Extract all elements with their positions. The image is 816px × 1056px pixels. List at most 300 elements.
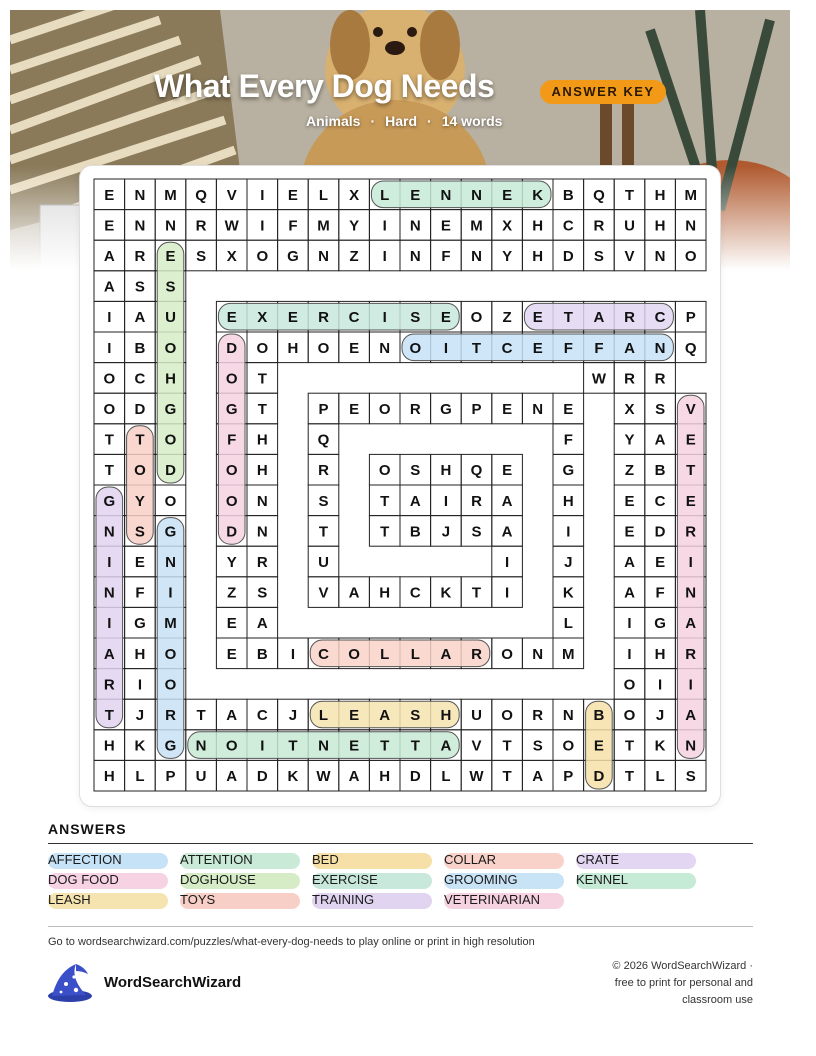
grid-letter: O bbox=[378, 401, 391, 418]
grid-letter: T bbox=[288, 737, 298, 755]
answer-word bbox=[576, 872, 628, 888]
answer-word bbox=[444, 892, 540, 908]
grid-letter: T bbox=[624, 186, 635, 204]
grid-letter: M bbox=[684, 186, 697, 204]
grid-letter: O bbox=[134, 462, 146, 480]
grid-letter: O bbox=[225, 492, 238, 510]
grid-letter: E bbox=[440, 309, 451, 327]
grid-letter: N bbox=[532, 645, 544, 663]
grid-letter: H bbox=[287, 339, 299, 357]
grid-letter: O bbox=[470, 309, 483, 327]
grid-letter: A bbox=[379, 707, 391, 724]
grid-letter: O bbox=[164, 492, 177, 510]
grid-letter: R bbox=[685, 645, 697, 663]
grid-letter: I bbox=[260, 186, 265, 204]
grid-letter: E bbox=[134, 554, 145, 571]
grid-letter: E bbox=[532, 339, 543, 357]
grid-letter: A bbox=[593, 309, 605, 327]
grid-letter: N bbox=[409, 217, 421, 235]
grid-letter: D bbox=[654, 523, 666, 541]
grid-letter: K bbox=[654, 737, 666, 755]
grid-letter: E bbox=[502, 186, 513, 204]
grid-letter: Q bbox=[195, 186, 207, 204]
grid-letter: E bbox=[104, 217, 115, 235]
grid-letter: D bbox=[226, 339, 238, 357]
play-online-link[interactable]: Go to wordsearchwizard.com/puzzles/what-every-dog-needs to play online or print in high resolution bbox=[48, 936, 535, 948]
grid-letter: S bbox=[165, 278, 176, 296]
grid-letter: A bbox=[501, 523, 513, 541]
grid-letter: R bbox=[593, 217, 605, 235]
grid-letter: A bbox=[532, 768, 544, 786]
grid-letter: C bbox=[409, 584, 421, 602]
grid-letter: Z bbox=[349, 248, 359, 265]
grid-letter: T bbox=[380, 737, 390, 755]
grid-letter: Z bbox=[624, 462, 635, 480]
grid-letter: I bbox=[688, 554, 693, 571]
grid-letter: V bbox=[624, 248, 635, 265]
grid-letter: N bbox=[532, 401, 544, 418]
grid-letter: K bbox=[532, 186, 544, 204]
grid-letter: L bbox=[441, 768, 451, 786]
grid-letter: Q bbox=[684, 339, 697, 357]
grid-letter: X bbox=[502, 217, 513, 235]
word-count-label: 14 words bbox=[441, 113, 503, 129]
grid-letter: S bbox=[471, 523, 482, 541]
grid-letter: I bbox=[627, 645, 632, 663]
grid-letter: R bbox=[134, 248, 146, 265]
grid-letter: O bbox=[348, 645, 360, 663]
grid-letter: P bbox=[318, 401, 329, 418]
grid-letter: E bbox=[502, 401, 513, 418]
grid-letter: N bbox=[409, 248, 421, 265]
grid-letter: W bbox=[469, 768, 484, 786]
grid-letter: H bbox=[532, 248, 544, 265]
grid-letter: T bbox=[104, 431, 114, 449]
grid-letter: S bbox=[196, 248, 207, 265]
grid-letter: E bbox=[502, 462, 513, 480]
answer-word bbox=[180, 872, 256, 888]
word-highlight bbox=[371, 181, 551, 208]
grid-letter: W bbox=[591, 370, 606, 388]
grid-letter: I bbox=[260, 217, 265, 235]
grid-letter: D bbox=[593, 768, 605, 786]
answer-label: LEASH bbox=[48, 892, 91, 907]
grid-letter: S bbox=[134, 523, 145, 541]
grid-letter: Y bbox=[349, 217, 360, 235]
grid-letter: O bbox=[103, 370, 116, 388]
grid-letter: R bbox=[471, 492, 482, 510]
answer-label: COLLAR bbox=[444, 852, 497, 867]
grid-letter: A bbox=[226, 768, 238, 786]
grid-letter: G bbox=[440, 401, 452, 418]
grid-letter: G bbox=[287, 248, 299, 265]
grid-letter: A bbox=[103, 248, 115, 265]
grid-letter: O bbox=[256, 339, 269, 357]
grid-letter: O bbox=[225, 737, 238, 755]
grid-letter: I bbox=[107, 309, 112, 327]
grid-letter: K bbox=[440, 584, 452, 602]
grid-letter: Q bbox=[593, 186, 605, 204]
grid-letter: Q bbox=[317, 431, 330, 449]
grid-letter: N bbox=[562, 707, 574, 724]
grid-letter: T bbox=[104, 707, 114, 724]
answer-word bbox=[312, 872, 378, 888]
grid-letter: E bbox=[349, 707, 360, 724]
grid-letter: C bbox=[562, 217, 574, 235]
grid-letter: O bbox=[225, 462, 238, 480]
grid-letter: S bbox=[532, 737, 543, 755]
answer-label: DOG FOOD bbox=[48, 872, 119, 887]
answer-word bbox=[48, 852, 122, 868]
grid-letter: T bbox=[471, 584, 482, 602]
grid-letter: H bbox=[165, 370, 176, 388]
grid-letter: M bbox=[562, 645, 575, 663]
grid-letter: K bbox=[134, 737, 146, 755]
grid-letter: A bbox=[685, 707, 697, 724]
grid-letter: H bbox=[532, 217, 544, 235]
grid-letter: G bbox=[164, 737, 177, 755]
grid-letter: H bbox=[256, 431, 268, 449]
grid-letter: P bbox=[165, 768, 176, 786]
grid-letter: L bbox=[318, 186, 329, 204]
grid-letter: T bbox=[471, 339, 482, 357]
grid-letter: D bbox=[409, 768, 421, 786]
grid-letter: A bbox=[624, 584, 635, 602]
grid-letter: N bbox=[256, 523, 268, 541]
grid-letter: N bbox=[440, 186, 452, 204]
grid-letter: J bbox=[564, 554, 573, 571]
difficulty-label: Hard bbox=[385, 113, 418, 129]
grid-letter: B bbox=[562, 186, 574, 204]
grid-letter: R bbox=[471, 645, 482, 663]
answer-word bbox=[48, 872, 119, 888]
grid-letter: H bbox=[440, 707, 452, 724]
answer-word bbox=[180, 852, 253, 868]
grid-letter: S bbox=[257, 584, 268, 602]
grid-letter: E bbox=[349, 401, 360, 418]
grid-letter: S bbox=[410, 707, 421, 724]
grid-letter: L bbox=[655, 768, 665, 786]
grid-letter: N bbox=[165, 554, 176, 571]
grid-letter: I bbox=[443, 492, 448, 510]
grid-letter: A bbox=[409, 492, 421, 510]
grid-letter: E bbox=[593, 737, 604, 755]
grid-letter: I bbox=[382, 248, 387, 265]
grid-letter: E bbox=[563, 401, 574, 418]
answer-label: GROOMING bbox=[444, 872, 518, 887]
grid-letter: R bbox=[532, 707, 544, 724]
grid-letter: B bbox=[593, 707, 605, 724]
grid-letter: I bbox=[382, 309, 387, 327]
grid-letter: F bbox=[288, 217, 298, 235]
grid-letter: J bbox=[135, 707, 145, 724]
grid-letter: O bbox=[317, 339, 330, 357]
grid-letter: L bbox=[380, 645, 390, 663]
grid-letter: O bbox=[378, 462, 391, 480]
grid-letter: X bbox=[257, 309, 268, 327]
grid-letter: C bbox=[318, 645, 329, 663]
grid-letter: A bbox=[654, 431, 666, 449]
answer-label: TRAINING bbox=[312, 892, 375, 907]
grid-letter: A bbox=[440, 645, 452, 663]
grid-letter: E bbox=[287, 309, 298, 327]
grid-letter: S bbox=[134, 278, 145, 296]
grid-letter: V bbox=[226, 186, 237, 204]
grid-letter: A bbox=[685, 615, 697, 633]
grid-letter: E bbox=[226, 309, 237, 327]
grid-letter: R bbox=[318, 309, 329, 327]
grid-letter: C bbox=[501, 339, 513, 357]
grid-letter: N bbox=[256, 492, 268, 510]
grid-letter: A bbox=[226, 707, 238, 724]
grid-letter: W bbox=[224, 217, 239, 235]
grid-letter: K bbox=[287, 768, 299, 786]
grid-letter: O bbox=[409, 339, 422, 357]
grid-letter: T bbox=[196, 707, 206, 724]
grid-letter: Y bbox=[226, 554, 237, 571]
grid-letter: N bbox=[379, 339, 391, 357]
answer-word bbox=[180, 892, 215, 908]
grid-letter: B bbox=[409, 523, 421, 541]
grid-letter: I bbox=[505, 554, 510, 571]
grid-letter: Y bbox=[134, 492, 145, 510]
grid-letter: L bbox=[135, 768, 145, 786]
grid-letter: S bbox=[410, 462, 421, 480]
grid-letter: W bbox=[316, 768, 331, 786]
grid-letter: N bbox=[195, 737, 207, 755]
grid-letter: E bbox=[655, 554, 666, 571]
grid-letter: E bbox=[226, 615, 237, 633]
grid-letter: C bbox=[348, 309, 360, 327]
grid-letter: F bbox=[441, 248, 451, 265]
grid-letter: N bbox=[165, 217, 176, 235]
grid-letter: B bbox=[134, 339, 146, 357]
grid-letter: F bbox=[227, 431, 237, 449]
grid-letter: T bbox=[257, 401, 267, 418]
grid-letter: E bbox=[624, 492, 635, 510]
grid-letter: T bbox=[410, 737, 420, 755]
grid-letter: A bbox=[501, 492, 513, 510]
grid-letter: C bbox=[256, 707, 268, 724]
grid-letter: H bbox=[379, 768, 391, 786]
grid-letter: O bbox=[164, 645, 177, 663]
grid-letter: I bbox=[168, 584, 173, 602]
grid-letter: D bbox=[256, 768, 268, 786]
grid-letter: R bbox=[318, 462, 329, 480]
grid-letter: D bbox=[165, 462, 176, 480]
grid-letter: N bbox=[654, 339, 666, 357]
grid-letter: H bbox=[562, 492, 574, 510]
grid-letter: N bbox=[685, 737, 697, 755]
wizard-hat-icon bbox=[46, 962, 94, 1004]
grid-letter: I bbox=[290, 645, 295, 663]
grid-letter: V bbox=[471, 737, 482, 755]
grid-letter: F bbox=[563, 339, 573, 357]
grid-letter: F bbox=[563, 431, 573, 449]
grid-letter: T bbox=[135, 431, 145, 449]
grid-letter: D bbox=[134, 401, 146, 418]
grid-letter: T bbox=[502, 737, 512, 755]
grid-letter: Z bbox=[227, 584, 237, 602]
grid-letter: T bbox=[318, 523, 329, 541]
grid-letter: T bbox=[380, 492, 390, 510]
grid-letter: G bbox=[654, 615, 666, 633]
grid-letter: R bbox=[165, 707, 176, 724]
grid-letter: J bbox=[655, 707, 665, 724]
grid-letter: E bbox=[440, 217, 451, 235]
grid-letter: N bbox=[134, 217, 146, 235]
grid-letter: D bbox=[562, 248, 574, 265]
grid-letter: I bbox=[443, 339, 448, 357]
grid-letter: N bbox=[103, 584, 115, 602]
grid-letter: H bbox=[654, 217, 666, 235]
grid-letter: O bbox=[623, 707, 636, 724]
grid-letter: V bbox=[318, 584, 329, 602]
answer-label: TOYS bbox=[180, 892, 216, 907]
grid-letter: C bbox=[134, 370, 146, 388]
grid-letter: Y bbox=[502, 248, 513, 265]
grid-letter: O bbox=[164, 339, 177, 357]
answer-word bbox=[444, 872, 518, 888]
grid-letter: R bbox=[103, 676, 115, 694]
grid-letter: O bbox=[501, 645, 513, 663]
puzzle-title: What Every Dog Needs bbox=[154, 68, 495, 104]
word-highlight bbox=[310, 640, 490, 667]
grid-letter: L bbox=[318, 707, 329, 724]
grid-letter: B bbox=[654, 462, 666, 480]
grid-letter: P bbox=[563, 768, 574, 786]
answer-label: DOGHOUSE bbox=[180, 872, 256, 887]
grid-letter: X bbox=[226, 248, 237, 265]
grid-letter: O bbox=[256, 248, 269, 265]
grid-letter: H bbox=[654, 186, 666, 204]
grid-letter: U bbox=[165, 309, 176, 327]
grid-letter: R bbox=[624, 309, 635, 327]
grid-letter: A bbox=[624, 339, 635, 357]
copyright-line: free to print for personal and bbox=[614, 977, 753, 989]
copyright-line: © 2026 WordSearchWizard · bbox=[612, 960, 753, 972]
grid-letter: C bbox=[654, 492, 666, 510]
answer-label: VETERINARIAN bbox=[444, 892, 541, 907]
grid-letter: A bbox=[440, 737, 452, 755]
grid-letter: S bbox=[593, 248, 604, 265]
grid-letter: E bbox=[410, 186, 421, 204]
grid-letter: P bbox=[471, 401, 482, 418]
grid-letter: G bbox=[103, 492, 116, 510]
grid-letter: O bbox=[103, 401, 116, 418]
answer-label: CRATE bbox=[576, 852, 620, 867]
grid-letter: X bbox=[349, 186, 360, 204]
grid-letter: N bbox=[654, 248, 666, 265]
grid-letter: E bbox=[624, 523, 635, 541]
grid-letter: H bbox=[256, 462, 268, 480]
grid-letter: I bbox=[107, 554, 112, 571]
answer-word bbox=[312, 892, 374, 908]
grid-letter: G bbox=[225, 401, 238, 418]
grid-letter: N bbox=[471, 248, 482, 265]
grid-letter: I bbox=[382, 217, 387, 235]
divider bbox=[48, 843, 753, 844]
grid-letter: C bbox=[654, 309, 666, 327]
grid-letter: I bbox=[260, 737, 265, 755]
grid-letter: O bbox=[164, 676, 177, 694]
answer-label: EXERCISE bbox=[312, 872, 378, 887]
grid-letter: T bbox=[380, 523, 390, 541]
grid-letter: E bbox=[349, 737, 360, 755]
grid-letter: G bbox=[164, 401, 177, 418]
grid-letter: N bbox=[685, 217, 697, 235]
grid-letter: O bbox=[225, 370, 238, 388]
copyright-line: classroom use bbox=[682, 994, 753, 1006]
grid-letter: E bbox=[287, 186, 298, 204]
grid-letter: J bbox=[441, 523, 451, 541]
grid-letter: D bbox=[226, 523, 238, 541]
grid-letter: R bbox=[409, 401, 421, 418]
grid-letter: T bbox=[686, 462, 696, 480]
answer-key-badge: ANSWER KEY bbox=[540, 80, 666, 104]
grid-letter: H bbox=[103, 768, 115, 786]
grid-letter: J bbox=[288, 707, 298, 724]
word-search-grid bbox=[80, 166, 720, 806]
word-highlight bbox=[218, 303, 459, 330]
grid-letter: L bbox=[380, 186, 390, 204]
grid-letter: H bbox=[654, 645, 666, 663]
grid-letter: I bbox=[658, 676, 663, 694]
grid-letter: I bbox=[627, 615, 632, 633]
grid-letter: I bbox=[505, 584, 510, 602]
grid-letter: T bbox=[563, 309, 573, 327]
answer-word bbox=[576, 852, 619, 868]
puzzle-card bbox=[80, 166, 720, 806]
grid-letter: S bbox=[410, 309, 421, 327]
grid-letter: E bbox=[226, 645, 237, 663]
grid-letter: O bbox=[562, 737, 575, 755]
grid-letter: A bbox=[348, 768, 360, 786]
grid-letter: N bbox=[685, 584, 697, 602]
copyright-notice bbox=[533, 958, 753, 1009]
grid-letter: Y bbox=[624, 431, 635, 449]
word-highlight bbox=[677, 395, 704, 758]
grid-letter: O bbox=[684, 248, 697, 265]
grid-letter: I bbox=[137, 676, 142, 694]
grid-letter: N bbox=[471, 186, 482, 204]
grid-letter: S bbox=[655, 401, 666, 418]
grid-letter: U bbox=[471, 707, 482, 724]
meta-separator: · bbox=[427, 113, 432, 129]
grid-letter: H bbox=[379, 584, 391, 602]
grid-letter: V bbox=[685, 401, 696, 418]
puzzle-meta bbox=[306, 113, 502, 129]
grid-letter: H bbox=[440, 462, 452, 480]
grid-letter: P bbox=[685, 309, 696, 327]
grid-letter: F bbox=[594, 339, 604, 357]
grid-letter: T bbox=[104, 462, 114, 480]
grid-letter: I bbox=[566, 523, 571, 541]
grid-letter: M bbox=[164, 186, 177, 204]
grid-letter: N bbox=[318, 737, 329, 755]
grid-letter: M bbox=[164, 615, 177, 633]
grid-letter: O bbox=[501, 707, 513, 724]
grid-letter: A bbox=[103, 645, 115, 663]
grid-letter: O bbox=[164, 431, 177, 449]
brand-name: WordSearchWizard bbox=[104, 974, 242, 991]
grid-letter: B bbox=[256, 645, 268, 663]
grid-letter: E bbox=[685, 431, 696, 449]
grid-letter: X bbox=[624, 401, 635, 418]
category-label: Animals bbox=[306, 113, 361, 129]
answer-label: ATTENTION bbox=[180, 852, 253, 867]
grid-letter: R bbox=[685, 523, 697, 541]
